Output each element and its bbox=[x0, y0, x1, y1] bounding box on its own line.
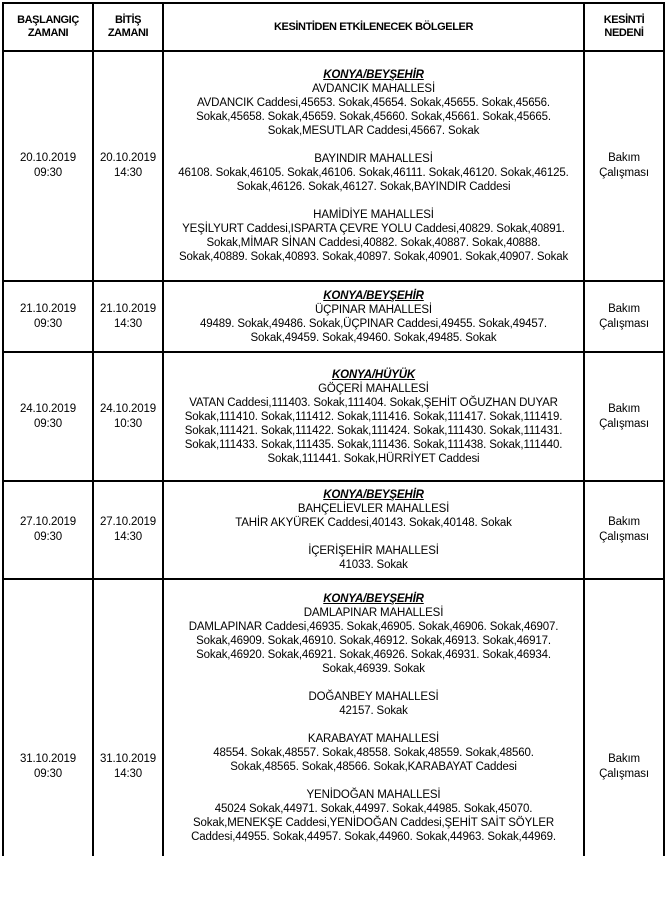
city-name: KONYA/BEYŞEHİR bbox=[323, 489, 424, 501]
start-time-cell bbox=[3, 352, 93, 481]
area-block bbox=[166, 690, 581, 718]
area-name: AVDANCIK MAHALLESİ bbox=[312, 83, 435, 95]
end-time-cell bbox=[93, 481, 163, 579]
area-name: GÖÇERİ MAHALLESİ bbox=[318, 382, 429, 395]
start-time: 09:30 bbox=[33, 768, 63, 780]
city-name: KONYA/BEYŞEHİR bbox=[323, 69, 424, 81]
area-block bbox=[166, 382, 581, 466]
end-time: 14:30 bbox=[113, 317, 143, 330]
area-block bbox=[166, 208, 581, 264]
reason-text: Bakım Çalışması bbox=[599, 516, 649, 543]
header-end-time: BİTİŞ ZAMANI bbox=[93, 3, 163, 51]
start-datetime bbox=[6, 402, 90, 432]
area-block bbox=[166, 788, 581, 844]
start-time-cell bbox=[3, 579, 93, 856]
header-regions: KESİNTİDEN ETKİLENECEK BÖLGELER bbox=[163, 3, 584, 51]
header-start-time: BAŞLANGIÇ ZAMANI bbox=[3, 3, 93, 51]
area-streets: 48554. Sokak,48557. Sokak,48558. Sokak,48559. Sokak,48560. Sokak,48565. Sokak,48566. Sokak,KARABAYAT Caddesi bbox=[213, 747, 534, 773]
area-streets: 42157. Sokak bbox=[339, 705, 408, 717]
end-datetime bbox=[96, 151, 160, 181]
area-name: YENİDOĞAN MAHALLESİ bbox=[306, 789, 441, 801]
start-time-cell bbox=[3, 281, 93, 352]
area-block bbox=[166, 303, 581, 345]
header-reason: KESİNTİ NEDENİ bbox=[584, 3, 664, 51]
region-content bbox=[166, 592, 581, 844]
area-name: ÜÇPINAR MAHALLESİ bbox=[315, 303, 432, 316]
start-date: 21.10.2019 bbox=[19, 302, 77, 315]
city-name: KONYA/HÜYÜK bbox=[331, 368, 416, 381]
area-name: BAHÇELİEVLER MAHALLESİ bbox=[297, 503, 450, 515]
end-time-cell bbox=[93, 579, 163, 856]
table-header-row bbox=[3, 3, 664, 51]
end-date: 27.10.2019 bbox=[99, 516, 157, 528]
area-block bbox=[166, 606, 581, 676]
region-content bbox=[166, 368, 581, 466]
reason-cell bbox=[584, 51, 664, 281]
table-row bbox=[3, 51, 664, 281]
table-body bbox=[3, 51, 664, 856]
area-streets: AVDANCIK Caddesi,45653. Sokak,45654. Sokak,45655. Sokak,45656. Sokak,45658. Sokak,45659. Sokak,45660. Sokak,45661. Sokak,45665. Sokak,MESUTLAR Caddesi,45667. Sokak bbox=[196, 97, 551, 137]
area-streets: YEŞİLYURT Caddesi,ISPARTA ÇEVRE YOLU Caddesi,40829. Sokak,40891. Sokak,MİMAR SİNAN Caddesi,40882. Sokak,40887. Sokak,40888. Sokak,40889. Sokak,40893. Sokak,40897. Sokak,40901. Sokak,40907. Sokak bbox=[178, 223, 569, 263]
start-datetime bbox=[6, 302, 90, 332]
region-content bbox=[166, 488, 581, 572]
start-date: 20.10.2019 bbox=[19, 152, 77, 164]
reason-cell bbox=[584, 281, 664, 352]
region-content bbox=[166, 289, 581, 345]
start-time: 09:30 bbox=[33, 417, 63, 430]
start-datetime bbox=[6, 515, 90, 545]
start-time-cell bbox=[3, 51, 93, 281]
table-row bbox=[3, 352, 664, 481]
area-block bbox=[166, 544, 581, 572]
end-datetime bbox=[96, 302, 160, 332]
end-date: 20.10.2019 bbox=[99, 152, 157, 164]
area-streets: TAHİR AKYÜREK Caddesi,40143. Sokak,40148. Sokak bbox=[235, 517, 512, 529]
region-cell bbox=[163, 51, 584, 281]
area-block bbox=[166, 82, 581, 138]
area-name: İÇERİŞEHİR MAHALLESİ bbox=[308, 545, 439, 557]
area-name: BAYINDIR MAHALLESİ bbox=[314, 153, 433, 165]
area-streets: 45024 Sokak,44971. Sokak,44997. Sokak,44985. Sokak,45070. Sokak,MENEKŞE Caddesi,YENİDOĞAN Caddesi,ŞEHİT SAİT SÖYLER Caddesi,44955. Sokak,44957. Sokak,44960. Sokak,44963. Sokak,44969. bbox=[191, 803, 556, 843]
reason-text: Bakım Çalışması bbox=[599, 402, 649, 430]
reason-text: Bakım Çalışması bbox=[599, 753, 649, 780]
end-time-cell bbox=[93, 51, 163, 281]
table-row bbox=[3, 281, 664, 352]
area-name: DOĞANBEY MAHALLESİ bbox=[308, 691, 439, 703]
start-datetime bbox=[6, 151, 90, 181]
end-datetime bbox=[96, 515, 160, 545]
area-block bbox=[166, 502, 581, 530]
outage-table bbox=[2, 2, 665, 856]
reason-text: Bakım Çalışması bbox=[599, 302, 649, 330]
end-datetime bbox=[96, 752, 160, 782]
area-block bbox=[166, 152, 581, 194]
start-time-cell bbox=[3, 481, 93, 579]
end-time-cell bbox=[93, 352, 163, 481]
end-time: 10:30 bbox=[113, 417, 143, 430]
region-cell bbox=[163, 579, 584, 856]
area-streets: DAMLAPINAR Caddesi,46935. Sokak,46905. Sokak,46906. Sokak,46907. Sokak,46909. Sokak,46910. Sokak,46912. Sokak,46913. Sokak,46917. Sokak,46920. Sokak,46921. Sokak,46926. Sokak,46931. Sokak,46934. Sokak,46939. Sokak bbox=[188, 621, 559, 675]
start-time: 09:30 bbox=[33, 167, 63, 179]
area-name: HAMİDİYE MAHALLESİ bbox=[313, 209, 434, 221]
end-date: 31.10.2019 bbox=[99, 753, 157, 765]
area-streets: VATAN Caddesi,111403. Sokak,111404. Sokak,ŞEHİT OĞUZHAN DUYAR Sokak,111410. Sokak,111412. Sokak,111416. Sokak,111417. Sokak,111419. Sokak,111421. Sokak,111422. Sokak,111424. Sokak,111430. Sokak,111431. Sokak,111433. Sokak,111435. Sokak,111436. Sokak,111438. Sokak,111440. Sokak,111441. Sokak,HÜRRİYET Caddesi bbox=[184, 396, 563, 465]
reason-cell bbox=[584, 579, 664, 856]
end-datetime bbox=[96, 402, 160, 432]
start-date: 27.10.2019 bbox=[19, 516, 77, 528]
reason-text: Bakım Çalışması bbox=[599, 152, 649, 179]
city-name: KONYA/BEYŞEHİR bbox=[323, 289, 424, 302]
city-name: KONYA/BEYŞEHİR bbox=[323, 593, 424, 605]
area-streets: 46108. Sokak,46105. Sokak,46106. Sokak,46111. Sokak,46120. Sokak,46125. Sokak,46126. Sokak,46127. Sokak,BAYINDIR Caddesi bbox=[178, 167, 569, 193]
start-date: 31.10.2019 bbox=[19, 753, 77, 765]
start-datetime bbox=[6, 752, 90, 782]
region-cell bbox=[163, 281, 584, 352]
region-content bbox=[166, 68, 581, 264]
reason-cell bbox=[584, 352, 664, 481]
start-date: 24.10.2019 bbox=[19, 402, 77, 415]
end-time: 14:30 bbox=[113, 167, 143, 179]
table-row bbox=[3, 481, 664, 579]
reason-cell bbox=[584, 481, 664, 579]
end-time: 14:30 bbox=[113, 531, 143, 543]
start-time: 09:30 bbox=[33, 531, 63, 543]
end-date: 24.10.2019 bbox=[99, 402, 157, 415]
area-name: KARABAYAT MAHALLESİ bbox=[307, 733, 440, 745]
end-date: 21.10.2019 bbox=[99, 302, 157, 315]
region-cell bbox=[163, 481, 584, 579]
area-block bbox=[166, 732, 581, 774]
end-time: 14:30 bbox=[113, 768, 143, 780]
start-time: 09:30 bbox=[33, 317, 63, 330]
table-row bbox=[3, 579, 664, 856]
region-cell bbox=[163, 352, 584, 481]
area-name: DAMLAPINAR MAHALLESİ bbox=[303, 607, 444, 619]
end-time-cell bbox=[93, 281, 163, 352]
area-streets: 41033. Sokak bbox=[339, 559, 408, 571]
area-streets: 49489. Sokak,49486. Sokak,ÜÇPINAR Caddesi,49455. Sokak,49457. Sokak,49459. Sokak,49460. Sokak,49485. Sokak bbox=[200, 317, 547, 344]
